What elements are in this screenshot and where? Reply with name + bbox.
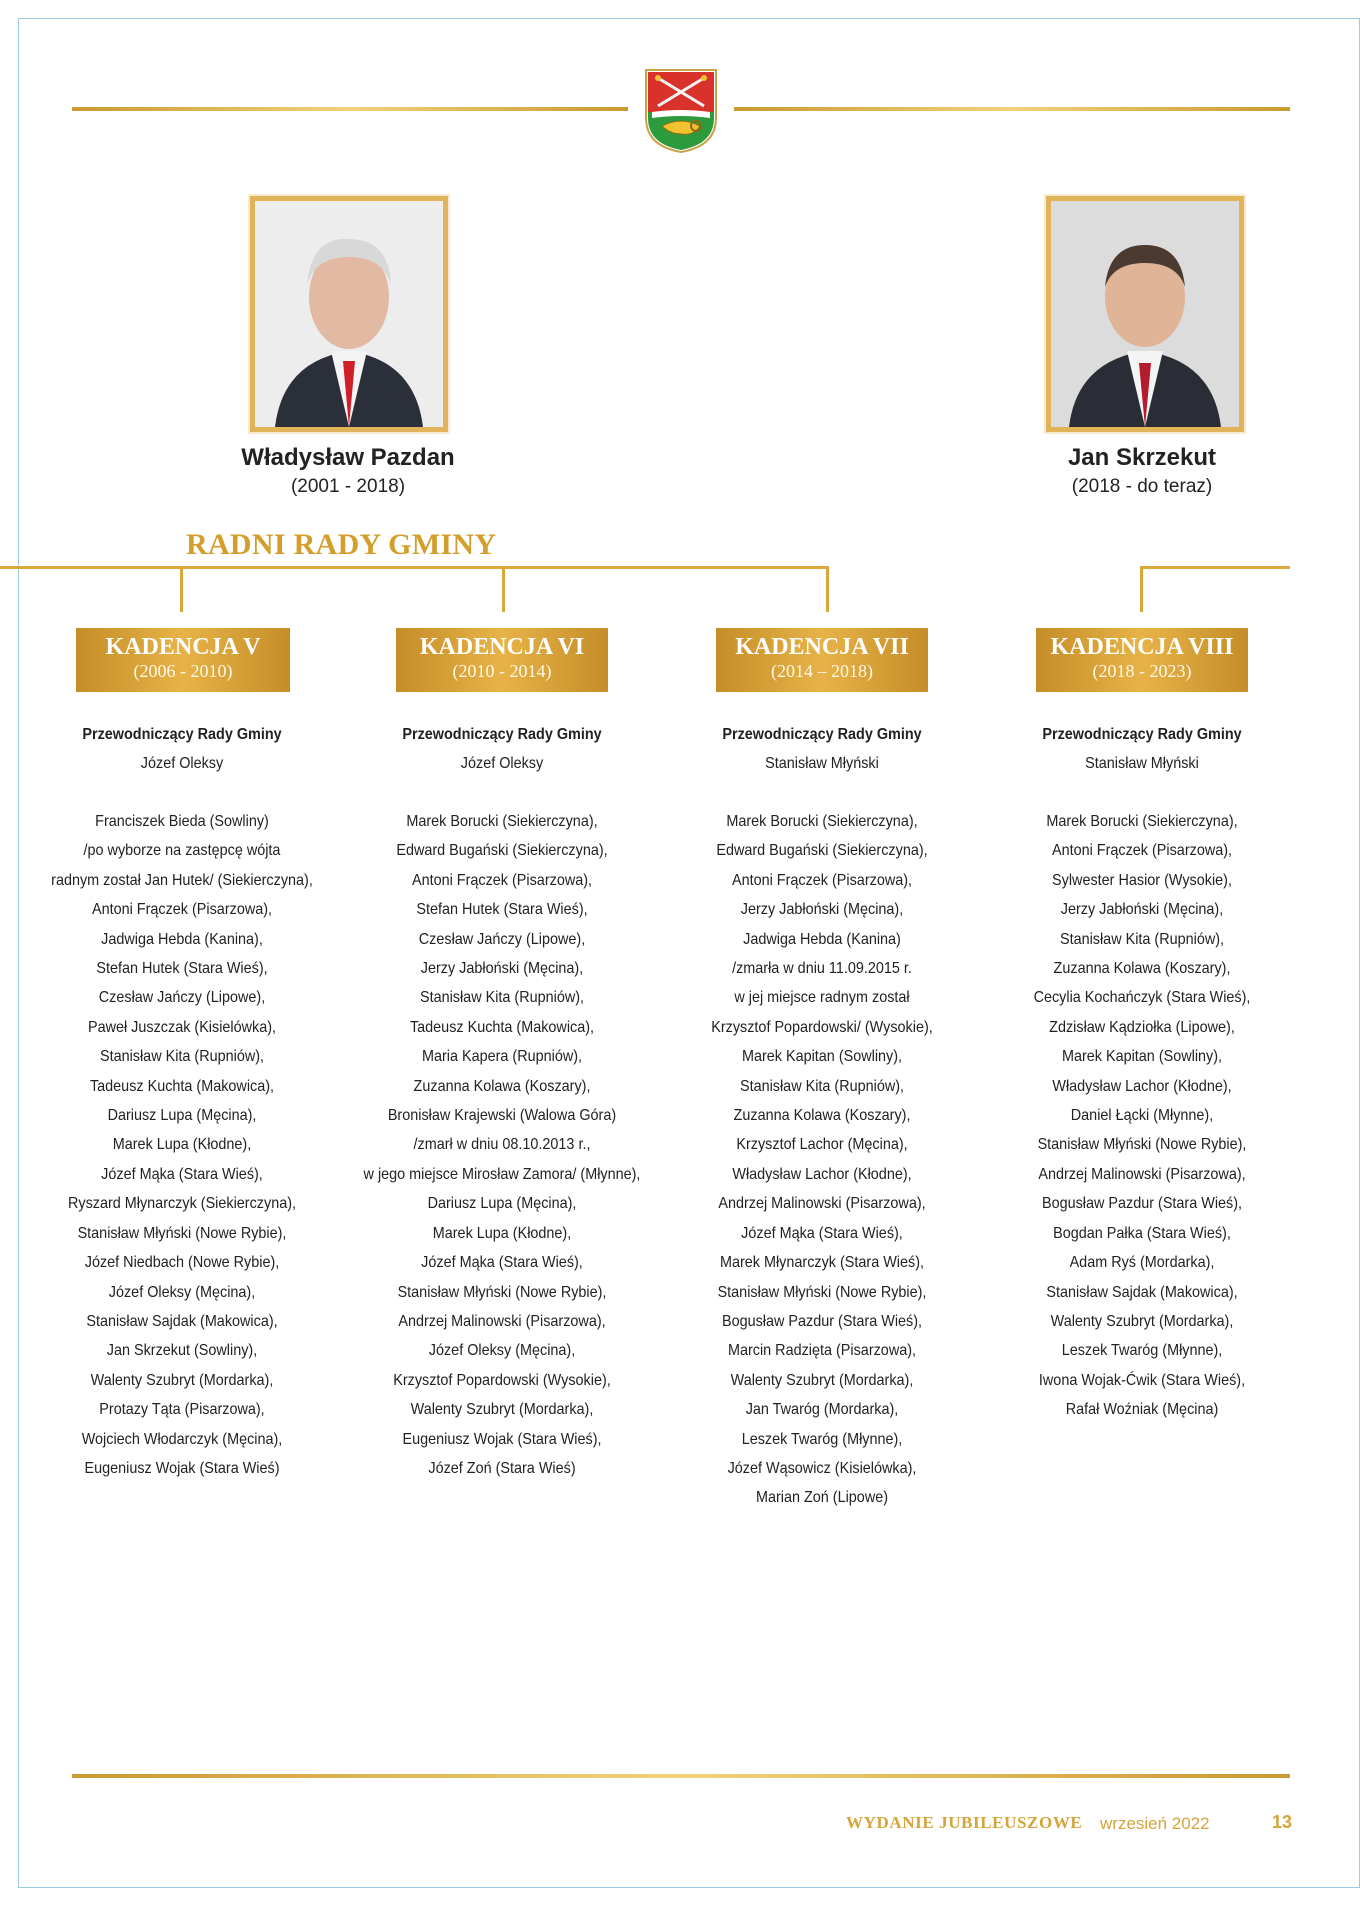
term-name: KADENCJA VI [419, 634, 585, 660]
bracket-vertical-1 [180, 566, 183, 612]
council-member: Jerzy Jabłoński (Męcina), [740, 901, 904, 919]
mayor-years-1: (2001 - 2018) [290, 476, 406, 497]
council-member: Bogusław Pazdur (Stara Wieś), [721, 1312, 923, 1330]
council-member: Jerzy Jabłoński (Męcina), [420, 960, 584, 978]
term-name: KADENCJA VIII [1050, 634, 1234, 660]
council-member: Edward Bugański (Siekierczyna), [716, 842, 928, 860]
mayor-years-2: (2018 - do teraz) [1071, 476, 1213, 497]
council-member: Stanisław Kita (Rupniów), [1059, 930, 1225, 948]
council-member: Stanisław Sajdak (Makowica), [1046, 1283, 1238, 1301]
council-member: Ryszard Młynarczyk (Siekierczyna), [67, 1195, 297, 1213]
term-years: (2010 - 2014) [452, 661, 552, 681]
council-member: Marcin Radzięta (Pisarzowa), [727, 1342, 917, 1360]
council-member: Sylwester Hasior (Wysokie), [1052, 871, 1232, 889]
term-column-vi [342, 720, 662, 1483]
chair-label: Przewodniczący Rady Gminy [82, 726, 282, 743]
council-member: /po wyborze na zastępcę wójta [83, 842, 281, 860]
council-member: Bogdan Pałka (Stara Wieś), [1053, 1224, 1231, 1242]
portrait-wladyslaw-pazdan [250, 196, 448, 432]
council-member: Marek Borucki (Siekierczyna), [726, 813, 918, 830]
council-member: w jego miejsce Mirosław Zamora/ (Młynne), [363, 1165, 641, 1183]
term-column-vii [662, 720, 982, 1513]
bracket-horizontal-left [0, 566, 828, 569]
council-member: Józef Mąka (Stara Wieś), [421, 1254, 583, 1272]
council-member: Cecylia Kochańczyk (Stara Wieś), [1033, 989, 1251, 1007]
council-member: Stefan Hutek (Stara Wieś), [416, 901, 588, 919]
council-member: Andrzej Malinowski (Pisarzowa), [718, 1195, 926, 1213]
chair-name: Józef Oleksy [140, 755, 224, 772]
council-member: Dariusz Lupa (Męcina), [107, 1107, 257, 1125]
council-member: Marek Lupa (Kłodne), [112, 1136, 252, 1154]
council-member: Zdzisław Kądziołka (Lipowe), [1049, 1018, 1235, 1036]
council-member: Iwona Wojak-Ćwik (Stara Wieś), [1038, 1371, 1246, 1389]
council-member: Bronisław Krajewski (Walowa Góra) [387, 1107, 617, 1125]
council-member: Andrzej Malinowski (Pisarzowa), [1038, 1165, 1246, 1183]
council-member: Józef Mąka (Stara Wieś), [741, 1224, 903, 1242]
council-member: Stanisław Sajdak (Makowica), [86, 1312, 278, 1330]
council-member: Stanisław Młyński (Nowe Rybie), [77, 1224, 287, 1242]
council-member: Walenty Szubryt (Mordarka), [90, 1371, 274, 1389]
section-title: RADNI RADY GMINY [186, 528, 497, 561]
council-member: Zuzanna Kolawa (Koszary), [413, 1077, 591, 1095]
mayor-name-1: Władysław Pazdan [241, 444, 455, 471]
members-list [342, 807, 662, 1483]
council-member: /zmarł w dniu 08.10.2013 r., [413, 1136, 591, 1154]
header-line-right [734, 107, 1290, 111]
chair-name: Stanisław Młyński [765, 755, 879, 772]
council-member: Marek Młynarczyk (Stara Wieś), [719, 1254, 925, 1272]
council-member: Antoni Frączek (Pisarzowa), [731, 871, 913, 889]
term-years: (2006 - 2010) [133, 661, 233, 681]
coat-of-arms-icon [644, 68, 718, 154]
council-member: Jan Skrzekut (Sowliny), [106, 1342, 258, 1360]
council-member: Władysław Lachor (Kłodne), [1052, 1077, 1232, 1095]
council-member: Dariusz Lupa (Męcina), [427, 1195, 577, 1213]
chair-label: Przewodniczący Rady Gminy [722, 726, 922, 743]
council-member: Zuzanna Kolawa (Koszary), [733, 1107, 911, 1125]
council-member: Stanisław Kita (Rupniów), [739, 1077, 905, 1095]
council-member: Franciszek Bieda (Sowliny) [95, 813, 269, 830]
council-member: Józef Oleksy (Męcina), [108, 1283, 256, 1301]
council-member: Stanisław Młyński (Nowe Rybie), [397, 1283, 607, 1301]
council-member: Walenty Szubryt (Mordarka), [410, 1401, 594, 1419]
footer-title: WYDANIE JUBILEUSZOWE [846, 1813, 1083, 1832]
council-member: Józef Oleksy (Męcina), [428, 1342, 576, 1360]
council-member: Józef Mąka (Stara Wieś), [101, 1165, 263, 1183]
council-member: Paweł Juszczak (Kisielówka), [87, 1018, 277, 1036]
term-box-vii [716, 628, 928, 692]
term-years: (2018 - 2023) [1092, 661, 1192, 681]
council-member: w jej miejsce radnym został [734, 989, 910, 1007]
council-member: Stanisław Kita (Rupniów), [99, 1048, 265, 1066]
council-member: radnym został Jan Hutek/ (Siekierczyna), [51, 871, 313, 889]
members-list [982, 807, 1302, 1425]
term-box-viii [1036, 628, 1248, 692]
council-member: Daniel Łącki (Młynne), [1070, 1107, 1214, 1125]
council-member: Józef Wąsowicz (Kisielówka), [727, 1459, 917, 1477]
council-member: Marek Kapitan (Sowliny), [1061, 1048, 1223, 1066]
chair-name: Józef Oleksy [460, 755, 544, 772]
term-name: KADENCJA V [105, 634, 261, 660]
bracket-vertical-4 [1140, 566, 1143, 612]
council-member: Edward Bugański (Siekierczyna), [396, 842, 608, 860]
council-member: Eugeniusz Wojak (Stara Wieś) [84, 1459, 280, 1477]
term-name: KADENCJA VII [735, 634, 909, 660]
council-member: Andrzej Malinowski (Pisarzowa), [398, 1312, 606, 1330]
council-member: Marek Borucki (Siekierczyna), [406, 813, 598, 830]
council-member: Czesław Jańczy (Lipowe), [418, 930, 586, 948]
council-member: Antoni Frączek (Pisarzowa), [1051, 842, 1233, 860]
council-member: Jadwiga Hebda (Kanina) [743, 930, 901, 948]
footer-line [72, 1774, 1290, 1778]
council-member: Krzysztof Lachor (Męcina), [736, 1136, 908, 1154]
council-member: Czesław Jańczy (Lipowe), [98, 989, 266, 1007]
chair-label: Przewodniczący Rady Gminy [402, 726, 602, 743]
council-member: Antoni Frączek (Pisarzowa), [91, 901, 273, 919]
council-member: Antoni Frączek (Pisarzowa), [411, 871, 593, 889]
council-member: Stanisław Kita (Rupniów), [419, 989, 585, 1007]
council-member: Adam Ryś (Mordarka), [1069, 1254, 1215, 1272]
chair-name: Stanisław Młyński [1085, 755, 1199, 772]
members-list [22, 807, 342, 1483]
council-member: Wojciech Włodarczyk (Męcina), [81, 1430, 283, 1448]
council-member: Bogusław Pazdur (Stara Wieś), [1041, 1195, 1243, 1213]
term-years: (2014 – 2018) [771, 661, 873, 681]
council-member: Leszek Twaróg (Młynne), [1061, 1342, 1223, 1360]
term-box-vi [396, 628, 608, 692]
mayor-name-2: Jan Skrzekut [1067, 444, 1217, 471]
council-member: Protazy Tąta (Pisarzowa), [99, 1401, 265, 1419]
council-member: Maria Kapera (Rupniów), [421, 1048, 583, 1066]
council-member: Jerzy Jabłoński (Męcina), [1060, 901, 1224, 919]
council-member: Eugeniusz Wojak (Stara Wieś), [402, 1430, 602, 1448]
portrait-jan-skrzekut [1046, 196, 1244, 432]
term-column-viii [982, 720, 1302, 1425]
members-list [662, 807, 982, 1513]
council-member: Marek Borucki (Siekierczyna), [1046, 813, 1238, 830]
council-member: Józef Niedbach (Nowe Rybie), [84, 1254, 280, 1272]
council-member: Stefan Hutek (Stara Wieś), [96, 960, 268, 978]
council-member: Leszek Twaróg (Młynne), [741, 1430, 903, 1448]
council-member: /zmarła w dniu 11.09.2015 r. [732, 960, 912, 978]
council-member: Tadeusz Kuchta (Makowica), [409, 1018, 595, 1036]
council-member: Władysław Lachor (Kłodne), [732, 1165, 912, 1183]
term-box-v [76, 628, 290, 692]
council-member: Józef Zoń (Stara Wieś) [428, 1459, 576, 1477]
council-member: Stanisław Młyński (Nowe Rybie), [1037, 1136, 1247, 1154]
council-member: Marian Zoń (Lipowe) [755, 1489, 889, 1507]
council-member: Jadwiga Hebda (Kanina), [101, 930, 263, 948]
council-member: Marek Lupa (Kłodne), [432, 1224, 572, 1242]
council-member: Zuzanna Kolawa (Koszary), [1053, 960, 1231, 978]
page-number: 13 [1272, 1812, 1293, 1832]
bracket-vertical-3 [826, 566, 829, 612]
header-line-left [72, 107, 628, 111]
council-member: Stanisław Młyński (Nowe Rybie), [717, 1283, 927, 1301]
council-member: Jan Twaróg (Mordarka), [745, 1401, 899, 1419]
footer-date: wrzesień 2022 [1100, 1814, 1210, 1833]
council-member: Walenty Szubryt (Mordarka), [730, 1371, 914, 1389]
council-member: Krzysztof Popardowski/ (Wysokie), [711, 1018, 933, 1036]
chair-label: Przewodniczący Rady Gminy [1042, 726, 1242, 743]
council-member: Walenty Szubryt (Mordarka), [1050, 1312, 1234, 1330]
council-member: Tadeusz Kuchta (Makowica), [89, 1077, 275, 1095]
council-member: Marek Kapitan (Sowliny), [741, 1048, 903, 1066]
bracket-vertical-2 [502, 566, 505, 612]
bracket-horizontal-right [1140, 566, 1290, 569]
council-member: Rafał Woźniak (Męcina) [1065, 1401, 1219, 1419]
term-column-v [22, 720, 342, 1483]
council-member: Krzysztof Popardowski (Wysokie), [393, 1371, 611, 1389]
